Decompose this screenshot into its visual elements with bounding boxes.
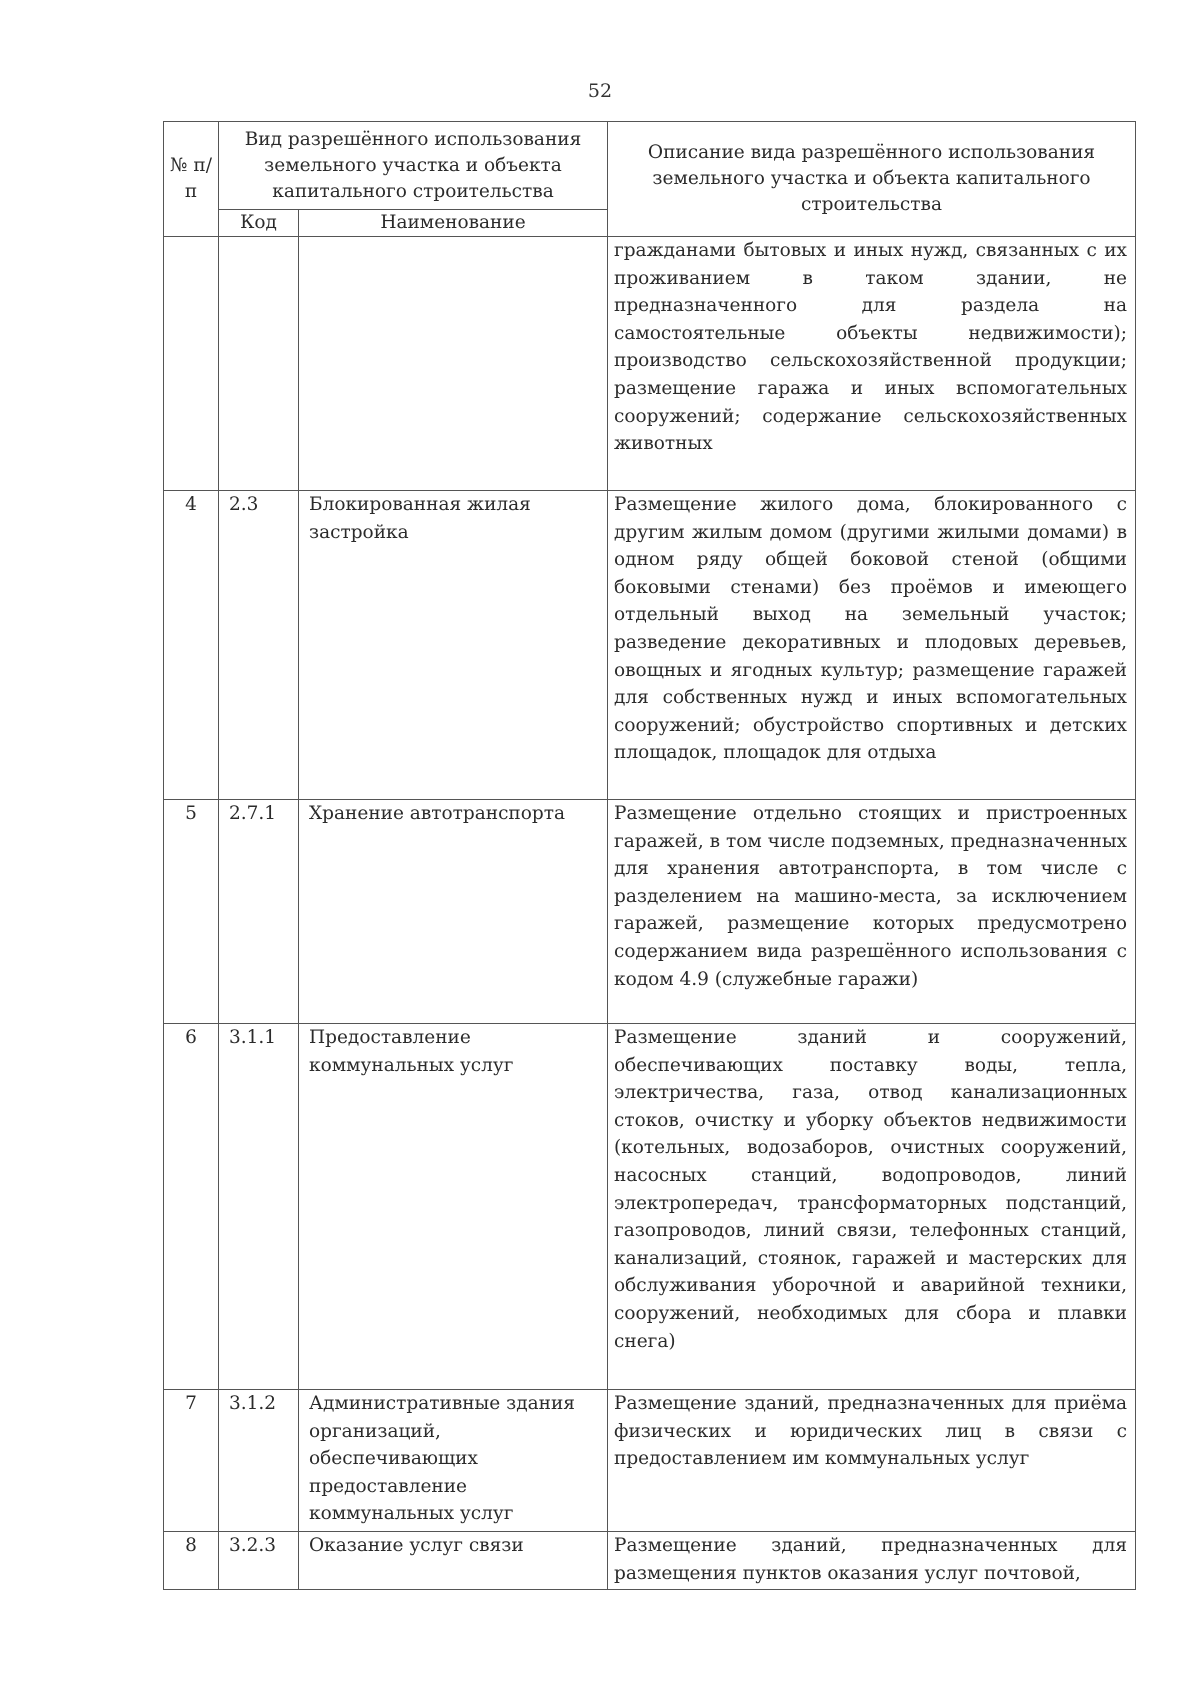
page-number: 52 — [587, 80, 613, 102]
row-num: 8 — [164, 1532, 219, 1590]
row-num: 5 — [164, 800, 219, 1024]
row-num: 6 — [164, 1024, 219, 1390]
row-num — [164, 237, 219, 491]
row-name: Блокированная жилая застройка — [299, 491, 608, 800]
row-desc: Размещение отдельно стоящих и пристроенных гаражей, в том числе подземных, предназначенных для хранения автотранспорта, в том числе с разделением на машино-места, за исключением гаражей, размещение которых предусмотрено содержанием вида разрешённого использования с кодом 4.9 (служебные гаражи) — [608, 800, 1136, 1024]
table-row — [164, 1390, 1136, 1532]
row-num: 7 — [164, 1390, 219, 1532]
header-num: № п/п — [164, 122, 219, 237]
header-vri: Вид разрешённого использования земельного участка и объекта капитального строительства — [219, 122, 608, 210]
header-name: Наименование — [299, 210, 608, 237]
row-num: 4 — [164, 491, 219, 800]
table-row — [164, 491, 1136, 800]
header-desc: Описание вида разрешённого использования земельного участка и объекта капитального строительства — [608, 122, 1136, 237]
row-code: 2.3 — [219, 491, 299, 800]
table-row — [164, 1024, 1136, 1390]
table-row — [164, 1532, 1136, 1590]
row-name: Административные здания организаций, обеспечивающих предоставление коммунальных услуг — [299, 1390, 608, 1532]
row-code: 3.1.2 — [219, 1390, 299, 1532]
row-code: 3.1.1 — [219, 1024, 299, 1390]
row-name: Хранение автотранспорта — [299, 800, 608, 1024]
header-code: Код — [219, 210, 299, 237]
row-desc: Размещение зданий, предназначенных для размещения пунктов оказания услуг почтовой, — [608, 1532, 1136, 1590]
row-code: 2.7.1 — [219, 800, 299, 1024]
row-name: Оказание услуг связи — [299, 1532, 608, 1590]
row-desc: Размещение зданий и сооружений, обеспечивающих поставку воды, тепла, электричества, газа, отвод канализационных стоков, очистку и уборку объектов недвижимости (котельных, водозаборов, очистных сооружений, насосных станций, водопроводов, линий электропередач, трансформаторных подстанций, газопроводов, линий связи, телефонных станций, канализаций, стоянок, гаражей и мастерских для обслуживания уборочной и аварийной техники, сооружений, необходимых для сбора и плавки снега) — [608, 1024, 1136, 1390]
table-row — [164, 237, 1136, 491]
table-row — [164, 800, 1136, 1024]
row-code — [219, 237, 299, 491]
row-desc: гражданами бытовых и иных нужд, связанных с их проживанием в таком здании, не предназначенного для раздела на самостоятельные объекты недвижимости); производство сельскохозяйственной продукции; размещение гаража и иных вспомогательных сооружений; содержание сельскохозяйственных животных — [608, 237, 1136, 491]
row-code: 3.2.3 — [219, 1532, 299, 1590]
row-desc: Размещение зданий, предназначенных для приёма физических и юридических лиц в связи с предоставлением им коммунальных услуг — [608, 1390, 1136, 1532]
row-desc: Размещение жилого дома, блокированного с другим жилым домом (другими жилыми домами) в одном ряду общей боковой стеной (общими боковыми стенами) без проёмов и имеющего отдельный выход на земельный участок; разведение декоративных и плодовых деревьев, овощных и ягодных культур; размещение гаражей для собственных нужд и иных вспомогательных сооружений; обустройство спортивных и детских площадок, площадок для отдыха — [608, 491, 1136, 800]
row-name — [299, 237, 608, 491]
land-use-table — [163, 121, 1136, 1590]
row-name: Предоставление коммунальных услуг — [299, 1024, 608, 1390]
